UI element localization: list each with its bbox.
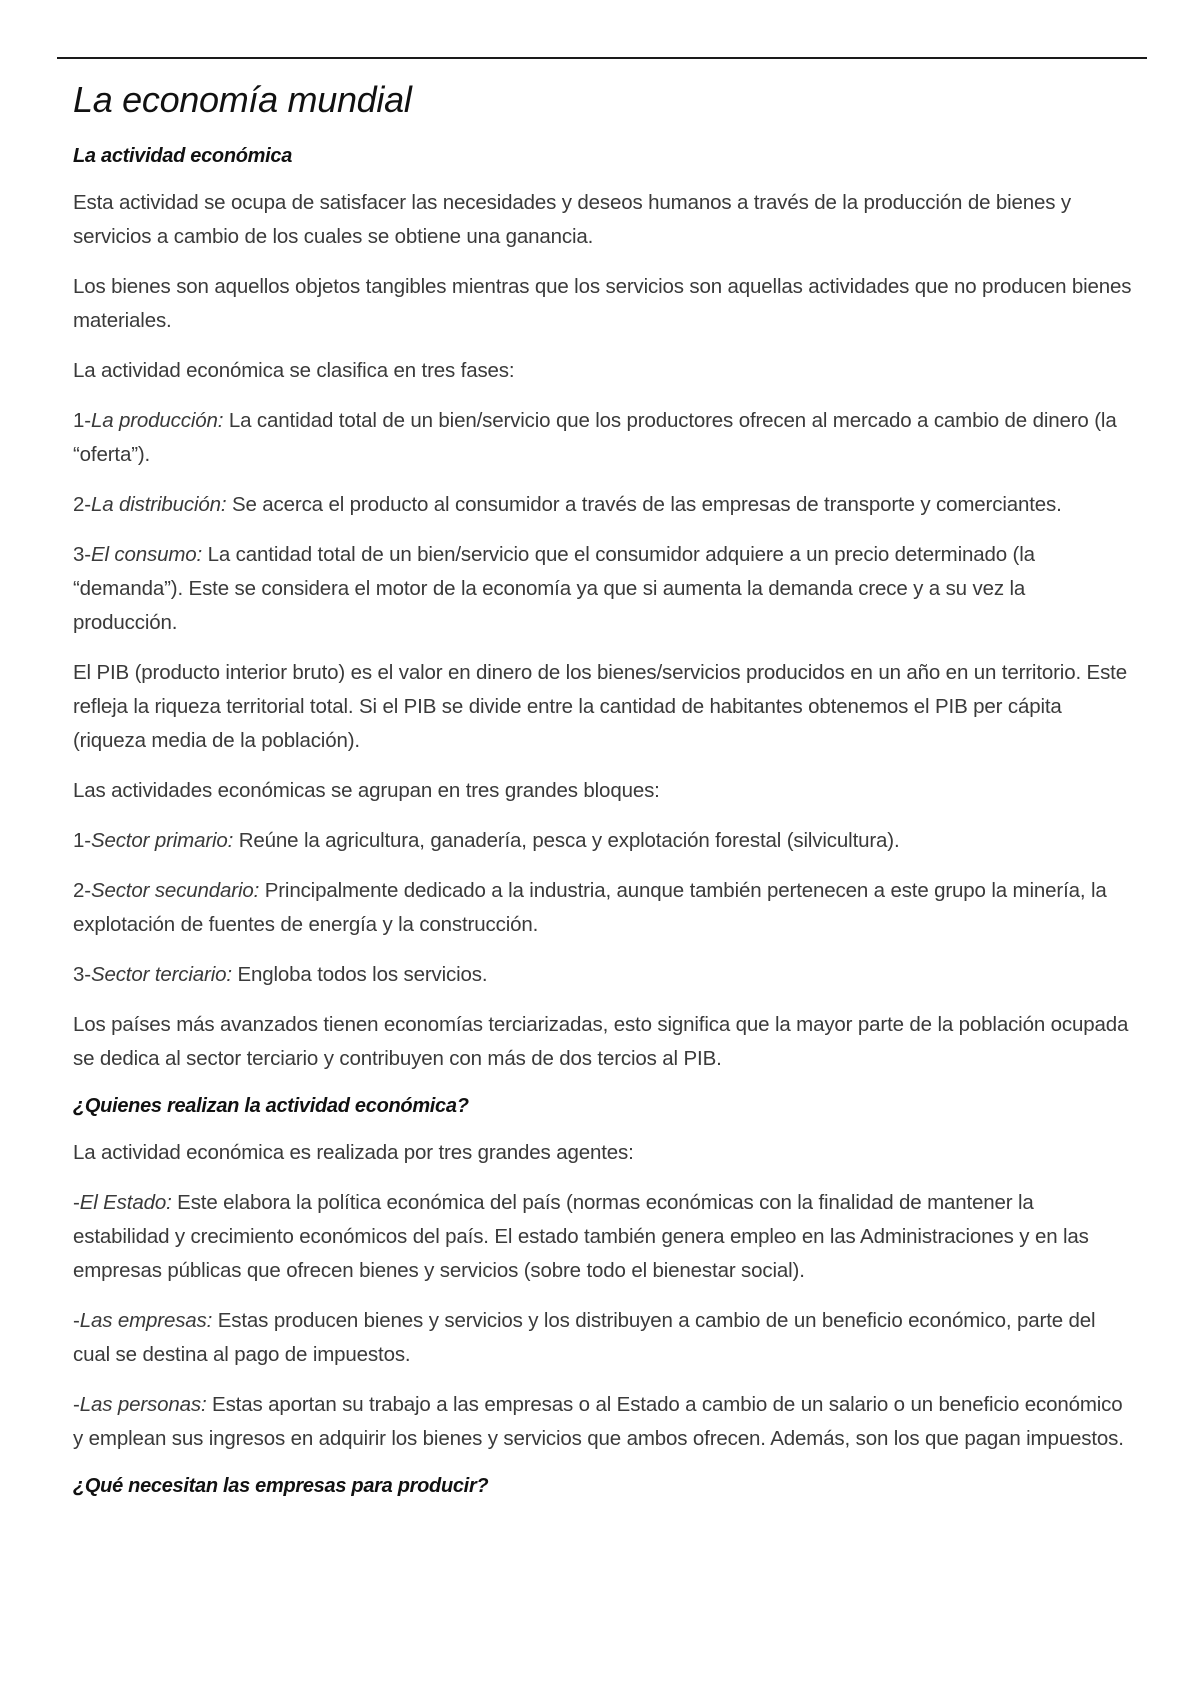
paragraph: Esta actividad se ocupa de satisfacer las necesidades y deseos humanos a través de la producción de bienes y servicios a cambio de los cuales se obtiene una ganancia. xyxy=(73,191,1072,248)
list-item-agente: -Las personas: Estas aportan su trabajo a las empresas o al Estado a cambio de un salario o un beneficio económico y emplean sus ingresos en adquirir los bienes y servicios que ambos ofrecen. Además, son los que pagan impuestos. xyxy=(73,1393,1124,1450)
section-heading: La actividad económica xyxy=(73,145,293,167)
list-item-fase: 1-La producción: La cantidad total de un bien/servicio que los productores ofrecen al mercado a cambio de dinero (la “oferta”). xyxy=(73,409,1117,466)
document-title: La economía mundial xyxy=(73,79,412,120)
list-item-fase: 2-La distribución: Se acerca el producto al consumidor a través de las empresas de transporte y comerciantes. xyxy=(73,493,1062,516)
term: La producción: xyxy=(90,409,224,432)
term: La distribución: xyxy=(90,493,227,516)
term: Las empresas: xyxy=(79,1309,213,1332)
term: Las personas: xyxy=(79,1393,207,1416)
paragraph: La actividad económica se clasifica en tres fases: xyxy=(73,359,515,382)
list-item-agente: -Las empresas: Estas producen bienes y servicios y los distribuyen a cambio de un beneficio económico, parte del cual se destina al pago de impuestos. xyxy=(73,1309,1096,1366)
list-item-sector: 3-Sector terciario: Engloba todos los servicios. xyxy=(73,963,488,986)
term: Sector primario: xyxy=(90,829,234,852)
list-item-fase: 3-El consumo: La cantidad total de un bien/servicio que el consumidor adquiere a un precio determinado (la “demanda”). Este se considera el motor de la economía ya que si aumenta la demanda crece y a su vez la producción. xyxy=(73,543,1035,634)
term: Sector secundario: xyxy=(90,879,260,902)
section-heading: ¿Qué necesitan las empresas para producir? xyxy=(73,1475,489,1497)
section-necesidades-empresas xyxy=(73,1472,1133,1500)
top-rule xyxy=(57,57,1147,59)
list-item-agente: -El Estado: Este elabora la política económica del país (normas económicas con la finalidad de mantener la estabilidad y crecimiento económicos del país. El estado también genera empleo en las Administraciones y en las empresas públicas que ofrecen bienes y servicios (sobre todo el bienestar social). xyxy=(73,1191,1089,1282)
term: Sector terciario: xyxy=(90,963,232,986)
paragraph: Las actividades económicas se agrupan en tres grandes bloques: xyxy=(73,779,660,802)
paragraph: El PIB (producto interior bruto) es el valor en dinero de los bienes/servicios producidos en un año en un territorio. Este refleja la riqueza territorial total. Si el PIB se divide entre la cantidad de habitantes obtenemos el PIB per cápita (riqueza media de la población). xyxy=(73,661,1127,752)
section-heading: ¿Quienes realizan la actividad económica? xyxy=(73,1095,469,1117)
list-item-sector: 1-Sector primario: Reúne la agricultura, ganadería, pesca y explotación forestal (silvicultura). xyxy=(73,829,900,852)
term: El consumo: xyxy=(90,543,203,566)
paragraph: Los países más avanzados tienen economías terciarizadas, esto significa que la mayor parte de la población ocupada se dedica al sector terciario y contribuyen con más de dos tercios al PIB. xyxy=(73,1013,1129,1070)
term: El Estado: xyxy=(79,1191,172,1214)
paragraph: Los bienes son aquellos objetos tangibles mientras que los servicios son aquellas actividades que no producen bienes materiales. xyxy=(73,275,1132,332)
list-item-sector: 2-Sector secundario: Principalmente dedicado a la industria, aunque también pertenecen a este grupo la minería, la explotación de fuentes de energía y la construcción. xyxy=(73,879,1107,936)
document-body xyxy=(73,76,1133,1516)
section-actividad-economica xyxy=(73,142,1133,1076)
paragraph: La actividad económica es realizada por tres grandes agentes: xyxy=(73,1141,634,1164)
section-agentes-economicos xyxy=(73,1092,1133,1456)
